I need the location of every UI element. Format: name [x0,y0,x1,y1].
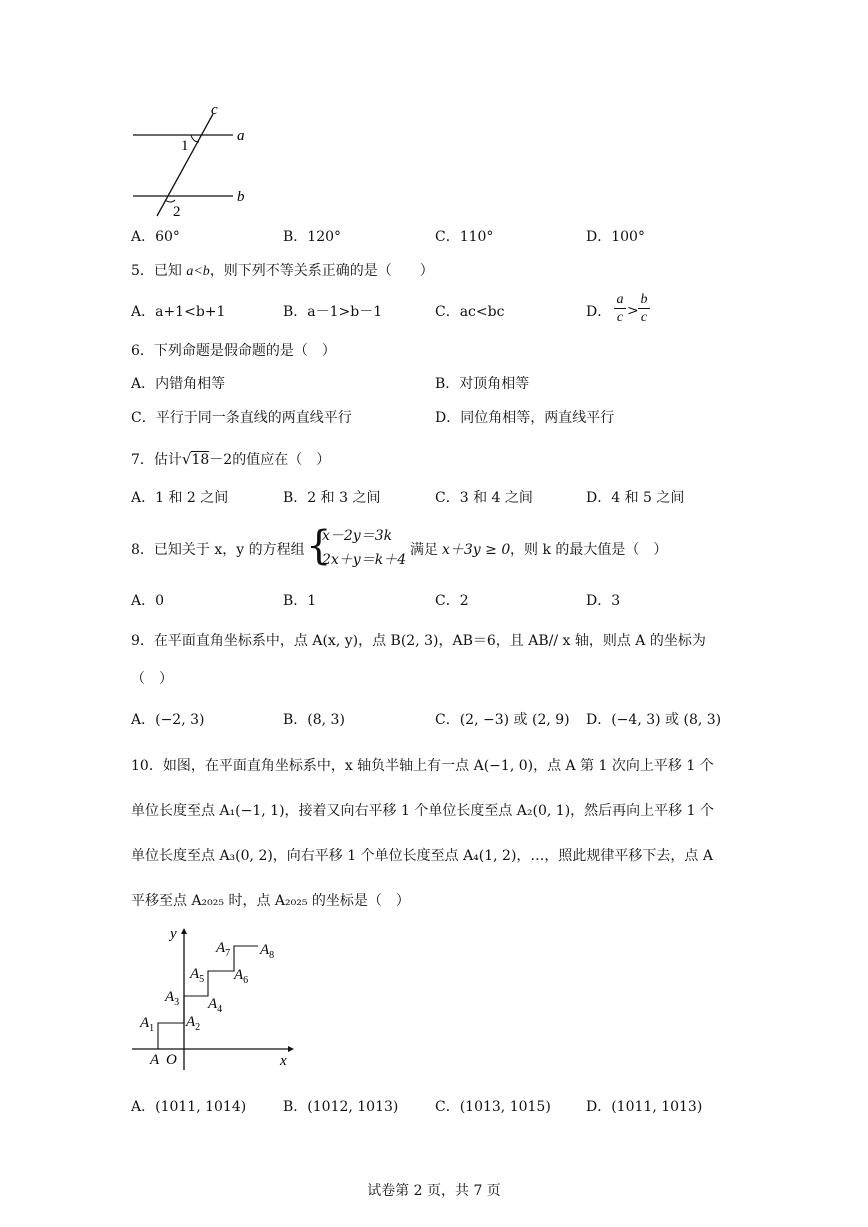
q10-option-c[interactable]: C．(1013, 1015) [435,1099,551,1115]
q8-eq1: x－2y＝3k [322,528,393,544]
q10-stem-line3: 单位长度至点 A₃(0, 2)，向右平移 1 个单位长度至点 A₄(1, 2)，…，照此规律平移下去，点 A [131,848,713,864]
q9-stem-line1: 9．在平面直角坐标系中，点 A(x, y)，点 B(2, 3)，AB＝6，且 AB// x 轴，则点 A 的坐标为 [131,633,706,649]
q10-stem-line2: 单位长度至点 A₁(−1, 1)，接着又向右平移 1 个单位长度至点 A₂(0, 1)，然后再向上平移 1 个 [131,803,714,819]
q8-option-a[interactable]: A．0 [131,593,165,609]
label-angle-2: 2 [173,204,181,220]
x-axis-arrow [288,1046,294,1052]
q6-option-a[interactable]: A．内错角相等 [131,376,226,392]
q9-option-a[interactable]: A．(−2, 3) [131,712,205,728]
page-footer: 试卷第 2 页，共 7 页 [367,1183,501,1199]
q10-stem-line4: 平移至点 A₂₀₂₅ 时，点 A₂₀₂₅ 的坐标是（ ） [131,893,410,909]
q5-option-c[interactable]: C．ac<bc [435,304,505,320]
q4-option-d[interactable]: D．100° [586,229,645,245]
q7-stem: 7．估计√18－2的值应在（ ） [131,450,331,468]
q6-stem: 6．下列命题是假命题的是（ ） [131,343,336,359]
label-A8: $A_8$ [260,942,275,961]
label-a: a [237,128,245,144]
parallel-lines-figure [125,100,265,220]
label-A3: $A_3$ [165,989,180,1008]
q8-stem-mid: 满足 [410,542,438,558]
label-c: c [211,102,218,118]
q5-stem: 5．已知 a<b，则下列不等关系正确的是（ ） [131,263,434,279]
q9-stem-line2: （ ） [131,671,173,687]
label-A: A [150,1052,160,1068]
q6-option-d[interactable]: D．同位角相等，两直线平行 [435,410,615,426]
angle-2-arc [165,200,175,202]
label-A1: $A_1$ [140,1015,155,1034]
q7-option-a[interactable]: A．1 和 2 之间 [131,490,229,506]
q8-option-c[interactable]: C．2 [435,593,469,609]
label-b: b [237,189,245,205]
q9-option-c[interactable]: C．(2, −3) 或 (2, 9) [435,712,570,728]
q8-option-d[interactable]: D．3 [586,593,621,609]
q7-option-b[interactable]: B．2 和 3 之间 [283,490,381,506]
q4-option-a[interactable]: A．60° [131,229,180,245]
y-axis-arrow [181,928,187,934]
label-A4: $A_4$ [208,996,223,1015]
q10-option-d[interactable]: D．(1011, 1013) [586,1099,703,1115]
q8-stem-post: ，则 k 的最大值是（ ） [510,542,668,558]
label-A5: $A_5$ [190,966,205,985]
q5-option-b[interactable]: B．a－1>b－1 [283,304,383,320]
label-y: y [170,926,177,942]
q8-brace: { [306,523,332,569]
label-A7: $A_7$ [216,940,231,959]
label-angle-1: 1 [181,138,189,154]
label-A2: $A_2$ [186,1014,201,1033]
q10-option-a[interactable]: A．(1011, 1014) [131,1099,247,1115]
q6-option-b[interactable]: B．对顶角相等 [435,376,530,392]
staircase-figure [128,922,298,1072]
q8-condition: x＋3y ≥ 0 [442,542,511,558]
label-x: x [280,1053,287,1069]
label-O: O [166,1052,177,1068]
q9-option-d[interactable]: D．(−4, 3) 或 (8, 3) [586,712,722,728]
q4-option-b[interactable]: B．120° [283,229,342,245]
q6-option-c[interactable]: C．平行于同一条直线的两直线平行 [131,410,352,426]
q10-option-b[interactable]: B．(1012, 1013) [283,1099,399,1115]
q8-eq2: 2x＋y＝k＋4 [322,552,407,568]
label-A6: $A_6$ [234,967,249,986]
q5-option-a[interactable]: A．a+1<b+1 [131,304,226,320]
q4-option-c[interactable]: C．110° [435,229,494,245]
q10-stem-line1: 10．如图，在平面直角坐标系中，x 轴负半轴上有一点 A(−1, 0)，点 A 第 1 次向上平移 1 个 [131,758,714,774]
q7-option-d[interactable]: D．4 和 5 之间 [586,490,685,506]
q8-stem-pre: 8．已知关于 x，y 的方程组 [131,542,305,558]
q8-option-b[interactable]: B．1 [283,593,317,609]
q7-option-c[interactable]: C．3 和 4 之间 [435,490,533,506]
q9-option-b[interactable]: B．(8, 3) [283,712,345,728]
